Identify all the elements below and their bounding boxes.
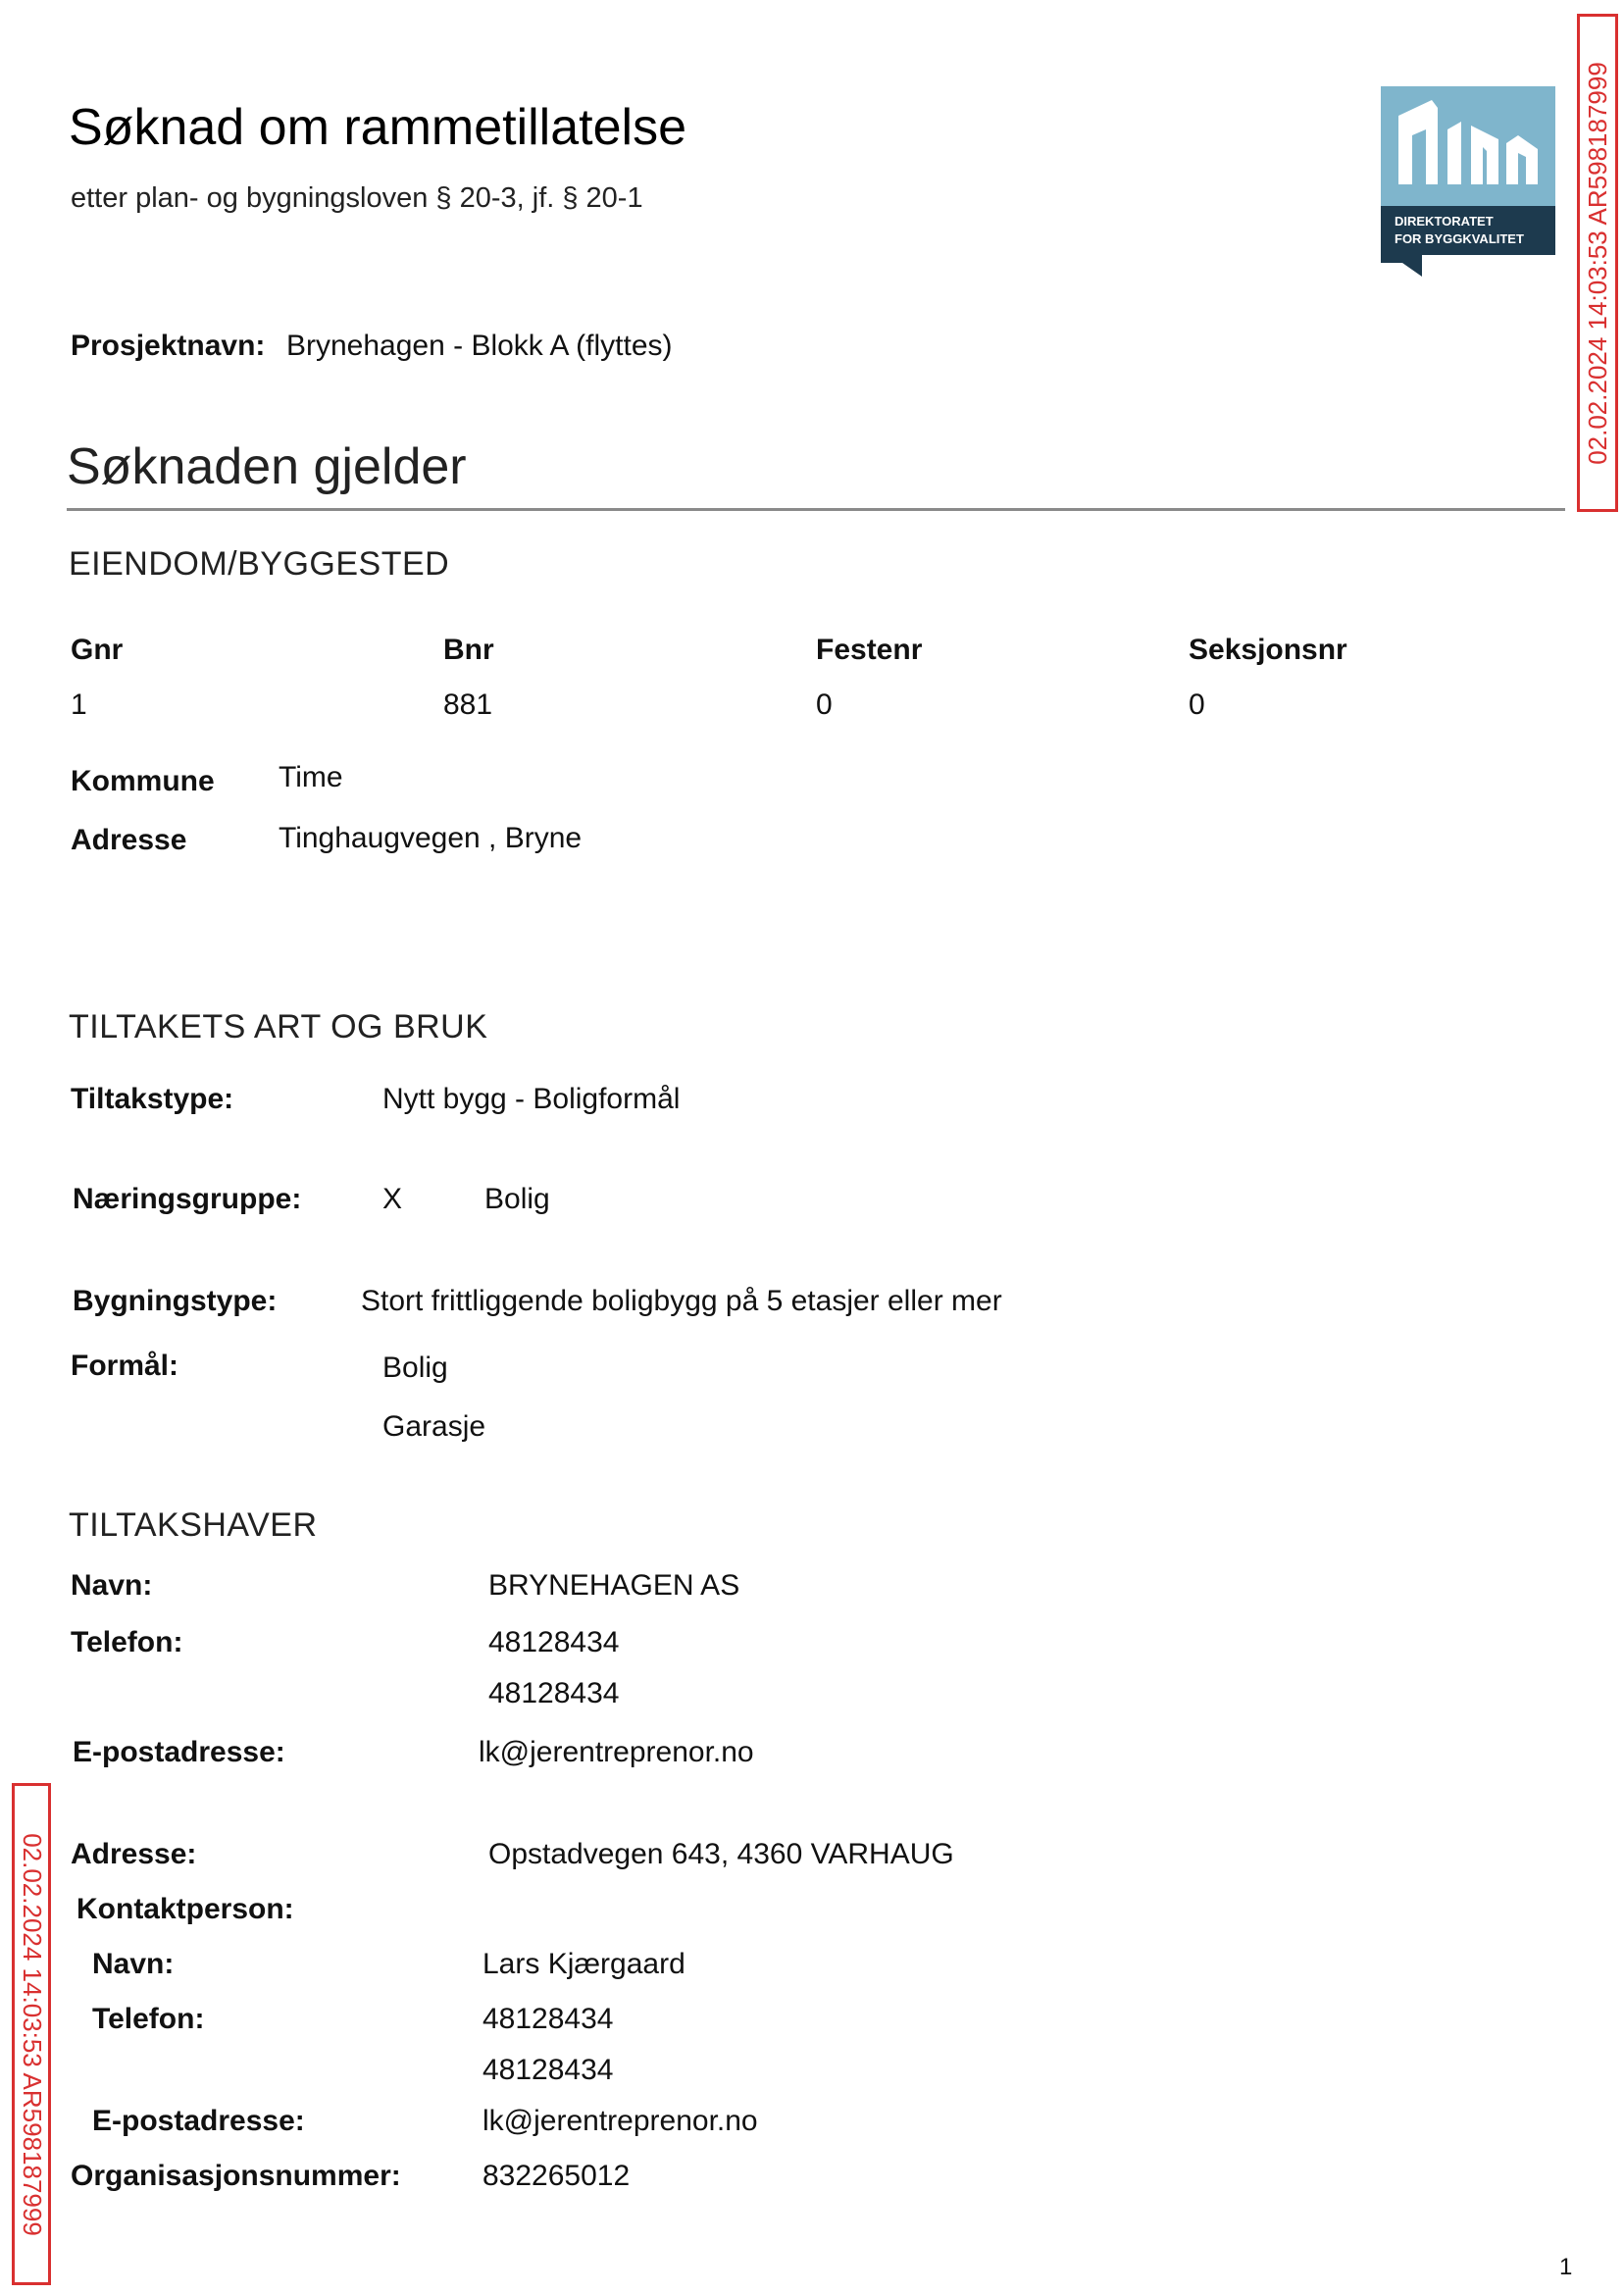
orgnr-label: Organisasjonsnummer:: [71, 2160, 401, 2192]
tiltakshaver-telefon-value-2: 48128434: [488, 1677, 620, 1709]
tiltakshaver-navn-value: BRYNEHAGEN AS: [488, 1569, 740, 1602]
tiltakshaver-heading: TILTAKSHAVER: [69, 1506, 318, 1544]
dibk-logo: [1381, 86, 1555, 277]
tiltakshaver-adresse-value: Opstadvegen 643, 4360 VARHAUG: [488, 1838, 954, 1870]
logo-text-line1: DIREKTORATET: [1395, 214, 1494, 229]
naeringsgruppe-value: Bolig: [484, 1183, 550, 1215]
seksjonsnr-value: 0: [1189, 688, 1205, 721]
kontakt-telefon-value-1: 48128434: [482, 2003, 614, 2035]
seksjonsnr-label: Seksjonsnr: [1189, 634, 1347, 666]
kontakt-navn-label: Navn:: [92, 1948, 175, 1980]
tiltakshaver-epost-label: E-postadresse:: [73, 1736, 285, 1768]
tiltakshaver-navn-label: Navn:: [71, 1569, 153, 1602]
kommune-value: Time: [279, 761, 343, 793]
archive-stamp-top: 02.02.2024 14:03:53 AR598187999: [1577, 14, 1618, 512]
formal-value-2: Garasje: [382, 1410, 486, 1443]
logo-text-line2: FOR BYGGKVALITET: [1395, 231, 1524, 246]
bygningstype-value: Stort frittliggende boligbygg på 5 etasjer eller mer: [361, 1285, 1002, 1317]
page-title: Søknad om rammetillatelse: [69, 99, 686, 156]
kontakt-telefon-label: Telefon:: [92, 2003, 205, 2035]
festenr-label: Festenr: [816, 634, 923, 666]
formal-label: Formål:: [71, 1350, 179, 1382]
adresse-value: Tinghaugvegen , Bryne: [279, 822, 583, 854]
page-subtitle: etter plan- og bygningsloven § 20-3, jf. § 20-1: [71, 182, 643, 214]
tiltakstype-value: Nytt bygg - Boligformål: [382, 1083, 681, 1115]
section-title: Søknaden gjelder: [67, 438, 467, 495]
bnr-value: 881: [443, 688, 493, 721]
archive-stamp-bottom: 02.02.2024 14:03:53 AR598187999: [12, 1783, 51, 2285]
tiltakshaver-telefon-value-1: 48128434: [488, 1626, 620, 1658]
tiltakshaver-telefon-label: Telefon:: [71, 1626, 183, 1658]
formal-value-1: Bolig: [382, 1351, 448, 1384]
kontakt-epost-value: lk@jerentreprenor.no: [482, 2105, 758, 2137]
dibk-logo-icon: [1381, 86, 1555, 277]
naeringsgruppe-code: X: [382, 1183, 403, 1215]
gnr-value: 1: [71, 688, 87, 721]
kontaktperson-label: Kontaktperson:: [76, 1893, 294, 1925]
tiltakshaver-adresse-label: Adresse:: [71, 1838, 197, 1870]
bygningstype-label: Bygningstype:: [73, 1285, 278, 1317]
page-number: 1: [1559, 2254, 1573, 2280]
eiendom-heading: EIENDOM/BYGGESTED: [69, 545, 450, 583]
adresse-label: Adresse: [71, 824, 187, 856]
tiltakshaver-epost-value: lk@jerentreprenor.no: [479, 1736, 754, 1768]
kontakt-telefon-value-2: 48128434: [482, 2054, 614, 2086]
kommune-label: Kommune: [71, 765, 215, 797]
tiltak-heading: TILTAKETS ART OG BRUK: [69, 1008, 488, 1045]
kontakt-navn-value: Lars Kjærgaard: [482, 1948, 685, 1980]
gnr-label: Gnr: [71, 634, 124, 666]
project-name-label: Prosjektnavn:: [71, 330, 266, 362]
naeringsgruppe-label: Næringsgruppe:: [73, 1183, 302, 1215]
bnr-label: Bnr: [443, 634, 494, 666]
orgnr-value: 832265012: [482, 2160, 631, 2192]
kontakt-epost-label: E-postadresse:: [92, 2105, 305, 2137]
tiltakstype-label: Tiltakstype:: [71, 1083, 234, 1115]
festenr-value: 0: [816, 688, 833, 721]
project-name-value: Brynehagen - Blokk A (flyttes): [286, 330, 673, 362]
section-divider: [67, 508, 1565, 511]
